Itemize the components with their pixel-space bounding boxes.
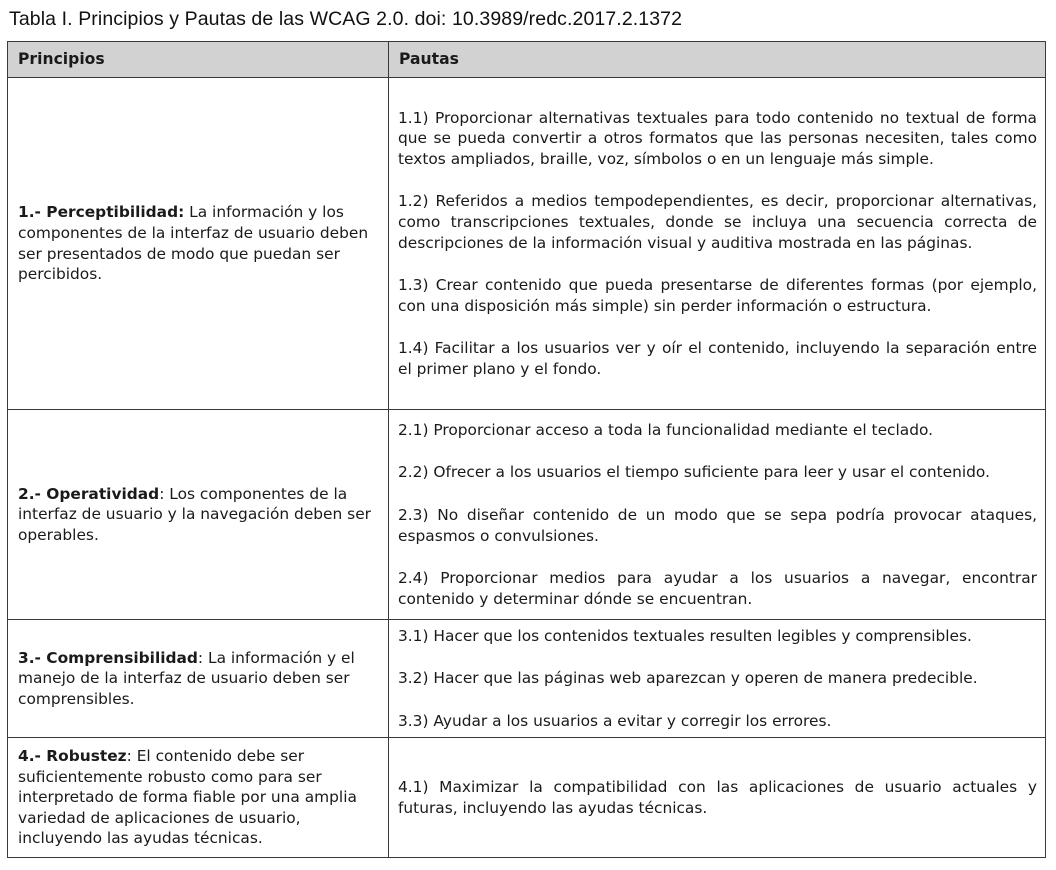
table-row-robustness	[8, 738, 1046, 858]
table-row-operability	[8, 410, 1046, 620]
guideline-item: 1.1) Proporcionar alternativas textuales para todo contenido no textual de forma que se pueda convertir a otros formatos que las personas necesiten, tales como textos ampliados, braille, voz, símbolos o en un lenguaje más simple.	[398, 108, 1037, 168]
principle-description: : Los componentes de la interfaz de usuario y la navegación deben ser operables.	[18, 484, 371, 544]
principle-name: 2.- Operatividad	[18, 484, 160, 503]
principle-name: 3.- Comprensibilidad	[18, 648, 198, 667]
guidelines-cell	[389, 620, 1046, 738]
principle-description: : La información y el manejo de la interfaz de usuario deben ser comprensibles.	[18, 648, 355, 708]
guidelines-cell	[389, 78, 1046, 410]
header-row	[8, 42, 1046, 78]
table-body	[8, 78, 1046, 858]
guideline-item: 2.3) No diseñar contenido de un modo que se sepa podría provocar ataques, espasmos o convulsiones.	[398, 505, 1037, 545]
guideline-item: 3.2) Hacer que las páginas web aparezcan y operen de manera predecible.	[398, 669, 978, 688]
principle-cell	[8, 78, 389, 410]
guideline-item: 1.4) Facilitar a los usuarios ver y oír el contenido, incluyendo la separación entre el primer plano y el fondo.	[398, 339, 1037, 378]
guidelines-cell	[389, 410, 1046, 620]
table-row-understandability	[8, 620, 1046, 738]
header-principles: Principios	[8, 42, 389, 78]
table-caption: Tabla I. Principios y Pautas de las WCAG 2.0. doi: 10.3989/redc.2017.2.1372	[9, 8, 683, 30]
guideline-item: 3.3) Ayudar a los usuarios a evitar y corregir los errores.	[398, 711, 832, 730]
principle-cell	[8, 410, 389, 620]
guideline-item: 1.2) Referidos a medios tempodependientes, es decir, proporcionar alternativas, como transcripciones textuales, donde se incluya una secuencia correcta de descripciones de la información visual y auditiva mostrada en las páginas.	[398, 192, 1037, 252]
guidelines-cell	[389, 738, 1046, 858]
table-header	[8, 42, 1046, 78]
wcag-principles-table	[7, 41, 1046, 858]
guideline-item: 2.1) Proporcionar acceso a toda la funcionalidad mediante el teclado.	[398, 420, 934, 439]
guideline-item: 2.4) Proporcionar medios para ayudar a los usuarios a navegar, encontrar contenido y determinar dónde se encuentran.	[398, 569, 1037, 608]
principle-description: La información y los componentes de la interfaz de usuario deben ser presentados de modo que puedan ser percibidos.	[18, 203, 369, 284]
principle-name: 4.- Robustez	[18, 747, 127, 766]
guideline-item: 2.2) Ofrecer a los usuarios el tiempo suficiente para leer y usar el contenido.	[398, 463, 990, 482]
principle-description: : El contenido debe ser suficientemente robusto como para ser interpretado de forma fiable por una amplia variedad de aplicaciones de usuario, incluyendo las ayudas técnicas.	[18, 747, 357, 848]
principle-cell	[8, 620, 389, 738]
guideline-item: 1.3) Crear contenido que pueda presentarse de diferentes formas (por ejemplo, con una disposición más simple) sin perder información o estructura.	[398, 276, 1037, 315]
principle-cell	[8, 738, 389, 858]
guideline-item: 4.1) Maximizar la compatibilidad con las aplicaciones de usuario actuales y futuras, incluyendo las ayudas técnicas.	[398, 777, 1037, 817]
guideline-item: 3.1) Hacer que los contenidos textuales resulten legibles y comprensibles.	[398, 626, 972, 645]
principle-name: 1.- Perceptibilidad:	[18, 203, 185, 222]
table-row-perceptibility	[8, 78, 1046, 410]
header-guidelines: Pautas	[389, 42, 1046, 78]
